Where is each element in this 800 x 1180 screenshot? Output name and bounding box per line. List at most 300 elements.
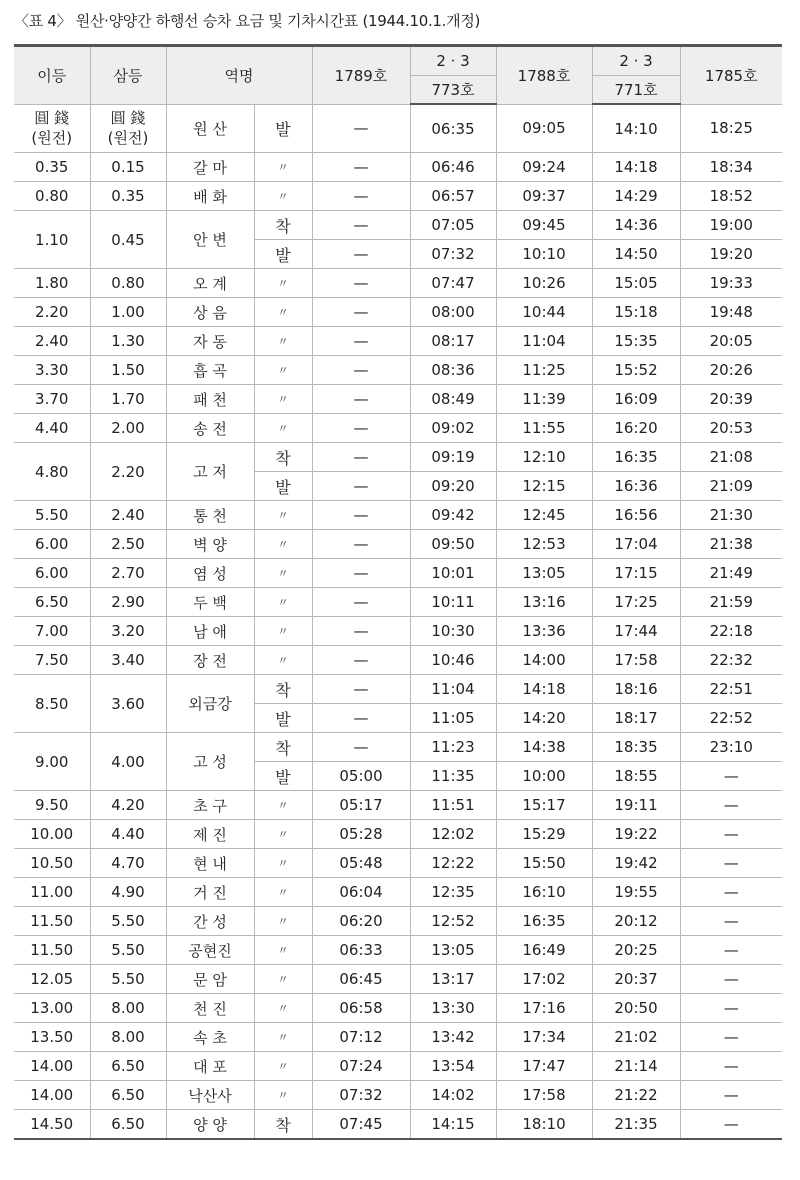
time-771: 17:25 bbox=[592, 588, 680, 617]
time-771: 21:14 bbox=[592, 1052, 680, 1081]
header-train-1788: 1788호 bbox=[496, 46, 592, 105]
time-773: 13:42 bbox=[410, 1023, 496, 1052]
time-773: 09:50 bbox=[410, 530, 496, 559]
table-row bbox=[14, 385, 782, 414]
station-name: 원 산 bbox=[166, 104, 254, 153]
fare-first-class: 14.00 bbox=[14, 1052, 90, 1081]
header-train-773-top: 2 · 3 bbox=[410, 46, 496, 76]
time-773: 06:46 bbox=[410, 153, 496, 182]
time-773: 09:19 bbox=[410, 443, 496, 472]
header-station: 역명 bbox=[166, 46, 312, 105]
arrival-departure-mark: 발 bbox=[254, 472, 312, 501]
station-name: 간 성 bbox=[166, 907, 254, 936]
time-1789: — bbox=[312, 153, 410, 182]
arrival-departure-mark: 〃 bbox=[254, 646, 312, 675]
time-773: 09:20 bbox=[410, 472, 496, 501]
time-1789: — bbox=[312, 646, 410, 675]
time-773: 10:46 bbox=[410, 646, 496, 675]
time-771: 15:52 bbox=[592, 356, 680, 385]
arrival-departure-mark: 〃 bbox=[254, 820, 312, 849]
table-row bbox=[14, 298, 782, 327]
arrival-departure-mark: 착 bbox=[254, 443, 312, 472]
header-train-1789: 1789호 bbox=[312, 46, 410, 105]
table-row bbox=[14, 327, 782, 356]
time-1789: — bbox=[312, 356, 410, 385]
station-name: 흡 곡 bbox=[166, 356, 254, 385]
time-1785: — bbox=[680, 1023, 782, 1052]
time-1788: 15:29 bbox=[496, 820, 592, 849]
time-1788: 17:02 bbox=[496, 965, 592, 994]
timetable-body bbox=[14, 104, 782, 1139]
time-1785: 23:10 bbox=[680, 733, 782, 762]
fare-third-class: 8.00 bbox=[90, 994, 166, 1023]
time-1789: 07:32 bbox=[312, 1081, 410, 1110]
time-1788: 09:05 bbox=[496, 104, 592, 153]
time-1785: 21:38 bbox=[680, 530, 782, 559]
table-row bbox=[14, 646, 782, 675]
time-1789: — bbox=[312, 501, 410, 530]
arrival-departure-mark: 〃 bbox=[254, 182, 312, 211]
fare-third-class: 4.40 bbox=[90, 820, 166, 849]
time-1789: 05:17 bbox=[312, 791, 410, 820]
fare-first-class: 2.20 bbox=[14, 298, 90, 327]
station-name: 자 동 bbox=[166, 327, 254, 356]
time-773: 08:17 bbox=[410, 327, 496, 356]
table-row bbox=[14, 414, 782, 443]
arrival-departure-mark: 착 bbox=[254, 733, 312, 762]
arrival-departure-mark: 발 bbox=[254, 704, 312, 733]
table-row bbox=[14, 965, 782, 994]
time-1788: 11:04 bbox=[496, 327, 592, 356]
header-train-773-bottom: 773호 bbox=[410, 76, 496, 105]
time-771: 14:18 bbox=[592, 153, 680, 182]
arrival-departure-mark: 〃 bbox=[254, 356, 312, 385]
station-name: 현 내 bbox=[166, 849, 254, 878]
time-773: 11:23 bbox=[410, 733, 496, 762]
time-1789: 05:00 bbox=[312, 762, 410, 791]
table-row bbox=[14, 559, 782, 588]
time-773: 08:49 bbox=[410, 385, 496, 414]
time-1785: — bbox=[680, 849, 782, 878]
table-row bbox=[14, 878, 782, 907]
arrival-departure-mark: 〃 bbox=[254, 588, 312, 617]
station-name: 갈 마 bbox=[166, 153, 254, 182]
arrival-departure-mark: 〃 bbox=[254, 617, 312, 646]
fare-third-class: 1.50 bbox=[90, 356, 166, 385]
time-1788: 17:34 bbox=[496, 1023, 592, 1052]
time-1788: 09:45 bbox=[496, 211, 592, 240]
time-1788: 11:25 bbox=[496, 356, 592, 385]
time-1789: 06:33 bbox=[312, 936, 410, 965]
time-1789: — bbox=[312, 327, 410, 356]
time-1789: — bbox=[312, 733, 410, 762]
fare-third-class: 2.90 bbox=[90, 588, 166, 617]
fare-third-class: 2.40 bbox=[90, 501, 166, 530]
time-1785: 19:33 bbox=[680, 269, 782, 298]
time-1788: 17:47 bbox=[496, 1052, 592, 1081]
time-771: 20:37 bbox=[592, 965, 680, 994]
time-1789: — bbox=[312, 559, 410, 588]
time-771: 14:29 bbox=[592, 182, 680, 211]
time-1789: — bbox=[312, 472, 410, 501]
station-name: 배 화 bbox=[166, 182, 254, 211]
time-1785: 21:08 bbox=[680, 443, 782, 472]
fare-third-class: 4.90 bbox=[90, 878, 166, 907]
station-name: 안 변 bbox=[166, 211, 254, 269]
arrival-departure-mark: 〃 bbox=[254, 994, 312, 1023]
fare-third-class: 5.50 bbox=[90, 965, 166, 994]
time-771: 18:35 bbox=[592, 733, 680, 762]
time-1789: 06:58 bbox=[312, 994, 410, 1023]
time-1788: 16:35 bbox=[496, 907, 592, 936]
time-1789: — bbox=[312, 588, 410, 617]
fare-first-class: 14.50 bbox=[14, 1110, 90, 1140]
fare-third-class: 5.50 bbox=[90, 936, 166, 965]
time-1785: — bbox=[680, 878, 782, 907]
time-773: 12:22 bbox=[410, 849, 496, 878]
fare-first-class: 11.50 bbox=[14, 936, 90, 965]
station-name: 양 양 bbox=[166, 1110, 254, 1140]
table-row bbox=[14, 501, 782, 530]
fare-first-class: 1.80 bbox=[14, 269, 90, 298]
fare-first-class: 10.00 bbox=[14, 820, 90, 849]
time-771: 16:09 bbox=[592, 385, 680, 414]
time-773: 08:00 bbox=[410, 298, 496, 327]
fare-first-class: 4.40 bbox=[14, 414, 90, 443]
table-row bbox=[14, 1052, 782, 1081]
station-name: 남 애 bbox=[166, 617, 254, 646]
arrival-departure-mark: 〃 bbox=[254, 153, 312, 182]
fare-third-class: 4.00 bbox=[90, 733, 166, 791]
arrival-departure-mark: 〃 bbox=[254, 501, 312, 530]
station-name: 대 포 bbox=[166, 1052, 254, 1081]
time-773: 11:05 bbox=[410, 704, 496, 733]
time-1788: 09:37 bbox=[496, 182, 592, 211]
time-1785: 18:34 bbox=[680, 153, 782, 182]
time-1789: — bbox=[312, 385, 410, 414]
station-name: 상 음 bbox=[166, 298, 254, 327]
time-1785: — bbox=[680, 1110, 782, 1140]
fare-first-class: 2.40 bbox=[14, 327, 90, 356]
station-name: 거 진 bbox=[166, 878, 254, 907]
header-first-class: 이등 bbox=[14, 46, 90, 105]
fare-third-class: 6.50 bbox=[90, 1081, 166, 1110]
time-773: 12:35 bbox=[410, 878, 496, 907]
time-1789: — bbox=[312, 530, 410, 559]
arrival-departure-mark: 착 bbox=[254, 211, 312, 240]
time-1785: 18:52 bbox=[680, 182, 782, 211]
time-1789: — bbox=[312, 443, 410, 472]
time-771: 20:12 bbox=[592, 907, 680, 936]
time-1785: 18:25 bbox=[680, 104, 782, 153]
time-1789: 05:28 bbox=[312, 820, 410, 849]
time-771: 17:44 bbox=[592, 617, 680, 646]
time-1785: 21:09 bbox=[680, 472, 782, 501]
time-1789: — bbox=[312, 414, 410, 443]
arrival-departure-mark: 〃 bbox=[254, 907, 312, 936]
fare-third-class: 0.15 bbox=[90, 153, 166, 182]
time-771: 21:02 bbox=[592, 1023, 680, 1052]
arrival-departure-mark: 〃 bbox=[254, 559, 312, 588]
table-row bbox=[14, 356, 782, 385]
fare-first-class: 12.05 bbox=[14, 965, 90, 994]
time-1789: — bbox=[312, 617, 410, 646]
arrival-departure-mark: 〃 bbox=[254, 1081, 312, 1110]
time-1785: — bbox=[680, 820, 782, 849]
time-771: 16:35 bbox=[592, 443, 680, 472]
table-caption: 〈표 4〉 원산·양양간 하행선 승차 요금 및 기차시간표 (1944.10.1.개정) bbox=[14, 12, 481, 30]
table-row bbox=[14, 675, 782, 704]
time-771: 19:42 bbox=[592, 849, 680, 878]
fare-third-class: 1.00 bbox=[90, 298, 166, 327]
time-773: 07:32 bbox=[410, 240, 496, 269]
arrival-departure-mark: 〃 bbox=[254, 965, 312, 994]
time-1785: — bbox=[680, 936, 782, 965]
time-1789: 06:45 bbox=[312, 965, 410, 994]
time-771: 19:11 bbox=[592, 791, 680, 820]
time-1785: 22:51 bbox=[680, 675, 782, 704]
station-name: 외금강 bbox=[166, 675, 254, 733]
fare-first-class: 6.00 bbox=[14, 559, 90, 588]
header-train-771-top: 2 · 3 bbox=[592, 46, 680, 76]
arrival-departure-mark: 〃 bbox=[254, 414, 312, 443]
arrival-departure-mark: 〃 bbox=[254, 791, 312, 820]
header-third-class: 삼등 bbox=[90, 46, 166, 105]
fare-first-class: 13.00 bbox=[14, 994, 90, 1023]
time-1785: — bbox=[680, 791, 782, 820]
time-1788: 14:00 bbox=[496, 646, 592, 675]
header-train-1785: 1785호 bbox=[680, 46, 782, 105]
time-771: 20:25 bbox=[592, 936, 680, 965]
time-1789: — bbox=[312, 240, 410, 269]
time-773: 12:02 bbox=[410, 820, 496, 849]
station-name: 염 성 bbox=[166, 559, 254, 588]
time-773: 10:01 bbox=[410, 559, 496, 588]
time-771: 14:10 bbox=[592, 104, 680, 153]
time-1785: — bbox=[680, 1052, 782, 1081]
time-771: 18:55 bbox=[592, 762, 680, 791]
time-1788: 15:50 bbox=[496, 849, 592, 878]
station-name: 벽 양 bbox=[166, 530, 254, 559]
fare-first-class: 9.50 bbox=[14, 791, 90, 820]
fare-third-class: 6.50 bbox=[90, 1052, 166, 1081]
fare-third-class: 4.20 bbox=[90, 791, 166, 820]
time-1785: 21:59 bbox=[680, 588, 782, 617]
time-771: 14:50 bbox=[592, 240, 680, 269]
fare-third-class: 1.30 bbox=[90, 327, 166, 356]
time-773: 11:35 bbox=[410, 762, 496, 791]
time-1785: 22:52 bbox=[680, 704, 782, 733]
time-771: 21:35 bbox=[592, 1110, 680, 1140]
fare-first-class: 1.10 bbox=[14, 211, 90, 269]
station-name: 속 초 bbox=[166, 1023, 254, 1052]
time-773: 13:05 bbox=[410, 936, 496, 965]
time-1788: 13:36 bbox=[496, 617, 592, 646]
time-1789: — bbox=[312, 675, 410, 704]
time-1789: 07:24 bbox=[312, 1052, 410, 1081]
time-1788: 14:20 bbox=[496, 704, 592, 733]
fare-first-class: 0.35 bbox=[14, 153, 90, 182]
table-row bbox=[14, 443, 782, 472]
time-773: 07:05 bbox=[410, 211, 496, 240]
time-1788: 11:39 bbox=[496, 385, 592, 414]
arrival-departure-mark: 발 bbox=[254, 240, 312, 269]
time-771: 16:56 bbox=[592, 501, 680, 530]
fare-first-class: 6.50 bbox=[14, 588, 90, 617]
station-name: 오 계 bbox=[166, 269, 254, 298]
fare-third-class: 1.70 bbox=[90, 385, 166, 414]
station-name: 장 전 bbox=[166, 646, 254, 675]
table-row bbox=[14, 820, 782, 849]
time-1789: — bbox=[312, 182, 410, 211]
time-773: 11:04 bbox=[410, 675, 496, 704]
fare-first-class: 14.00 bbox=[14, 1081, 90, 1110]
fare-first-class: 8.50 bbox=[14, 675, 90, 733]
time-1785: 20:53 bbox=[680, 414, 782, 443]
fare-third-class: 0.45 bbox=[90, 211, 166, 269]
fare-first-class: 11.00 bbox=[14, 878, 90, 907]
time-1788: 18:10 bbox=[496, 1110, 592, 1140]
time-1785: 19:00 bbox=[680, 211, 782, 240]
arrival-departure-mark: 〃 bbox=[254, 849, 312, 878]
time-771: 17:58 bbox=[592, 646, 680, 675]
fare-third-class: 4.70 bbox=[90, 849, 166, 878]
fare-third-class: 3.20 bbox=[90, 617, 166, 646]
timetable-header bbox=[14, 46, 782, 105]
time-1788: 12:45 bbox=[496, 501, 592, 530]
station-name: 공현진 bbox=[166, 936, 254, 965]
fare-third-class: 2.00 bbox=[90, 414, 166, 443]
time-1785: — bbox=[680, 907, 782, 936]
fare-first-class: 3.30 bbox=[14, 356, 90, 385]
fare-third-class: 2.70 bbox=[90, 559, 166, 588]
fare-first-class: 11.50 bbox=[14, 907, 90, 936]
fare-first-class: 0.80 bbox=[14, 182, 90, 211]
table-row bbox=[14, 936, 782, 965]
time-1785: 20:39 bbox=[680, 385, 782, 414]
table-row bbox=[14, 182, 782, 211]
time-771: 16:20 bbox=[592, 414, 680, 443]
time-1788: 14:38 bbox=[496, 733, 592, 762]
fare-first-class: 7.00 bbox=[14, 617, 90, 646]
arrival-departure-mark: 〃 bbox=[254, 1023, 312, 1052]
time-773: 10:30 bbox=[410, 617, 496, 646]
station-name: 문 암 bbox=[166, 965, 254, 994]
time-1789: — bbox=[312, 211, 410, 240]
time-771: 15:05 bbox=[592, 269, 680, 298]
time-1785: 20:05 bbox=[680, 327, 782, 356]
fare-third-class: 0.80 bbox=[90, 269, 166, 298]
time-1789: — bbox=[312, 104, 410, 153]
time-1785: — bbox=[680, 965, 782, 994]
time-1785: 21:49 bbox=[680, 559, 782, 588]
fare-first-class: 13.50 bbox=[14, 1023, 90, 1052]
time-1788: 12:15 bbox=[496, 472, 592, 501]
table-row bbox=[14, 791, 782, 820]
fare-third-class: 8.00 bbox=[90, 1023, 166, 1052]
table-row bbox=[14, 269, 782, 298]
station-name: 제 진 bbox=[166, 820, 254, 849]
time-1789: 07:12 bbox=[312, 1023, 410, 1052]
table-row bbox=[14, 588, 782, 617]
arrival-departure-mark: 착 bbox=[254, 675, 312, 704]
time-1788: 17:16 bbox=[496, 994, 592, 1023]
time-1785: 20:26 bbox=[680, 356, 782, 385]
time-1788: 10:00 bbox=[496, 762, 592, 791]
table-row bbox=[14, 733, 782, 762]
time-773: 12:52 bbox=[410, 907, 496, 936]
time-1788: 17:58 bbox=[496, 1081, 592, 1110]
time-1788: 10:26 bbox=[496, 269, 592, 298]
table-row bbox=[14, 1110, 782, 1140]
time-1785: 22:18 bbox=[680, 617, 782, 646]
time-771: 17:15 bbox=[592, 559, 680, 588]
table-row bbox=[14, 994, 782, 1023]
header-train-771-bottom: 771호 bbox=[592, 76, 680, 105]
fare-third-class: 0.35 bbox=[90, 182, 166, 211]
time-771: 18:16 bbox=[592, 675, 680, 704]
time-773: 11:51 bbox=[410, 791, 496, 820]
arrival-departure-mark: 착 bbox=[254, 1110, 312, 1140]
time-771: 16:36 bbox=[592, 472, 680, 501]
table-row bbox=[14, 153, 782, 182]
time-773: 06:57 bbox=[410, 182, 496, 211]
table-row bbox=[14, 617, 782, 646]
table-row bbox=[14, 849, 782, 878]
time-773: 08:36 bbox=[410, 356, 496, 385]
station-name: 두 백 bbox=[166, 588, 254, 617]
time-773: 13:17 bbox=[410, 965, 496, 994]
time-771: 20:50 bbox=[592, 994, 680, 1023]
time-1785: 19:20 bbox=[680, 240, 782, 269]
time-1785: 21:30 bbox=[680, 501, 782, 530]
station-name: 고 저 bbox=[166, 443, 254, 501]
time-771: 15:18 bbox=[592, 298, 680, 327]
fare-first-class: 10.50 bbox=[14, 849, 90, 878]
time-773: 07:47 bbox=[410, 269, 496, 298]
station-name: 송 전 bbox=[166, 414, 254, 443]
fare-third-class: 2.20 bbox=[90, 443, 166, 501]
table-row bbox=[14, 907, 782, 936]
time-1788: 09:24 bbox=[496, 153, 592, 182]
time-1788: 12:10 bbox=[496, 443, 592, 472]
time-771: 18:17 bbox=[592, 704, 680, 733]
arrival-departure-mark: 〃 bbox=[254, 385, 312, 414]
station-name: 천 진 bbox=[166, 994, 254, 1023]
arrival-departure-mark: 〃 bbox=[254, 269, 312, 298]
time-1789: 07:45 bbox=[312, 1110, 410, 1140]
fare-first-class: 5.50 bbox=[14, 501, 90, 530]
table-row bbox=[14, 211, 782, 240]
time-771: 14:36 bbox=[592, 211, 680, 240]
station-name: 패 천 bbox=[166, 385, 254, 414]
arrival-departure-mark: 발 bbox=[254, 104, 312, 153]
time-1788: 16:10 bbox=[496, 878, 592, 907]
time-1789: — bbox=[312, 298, 410, 327]
fare-third-class: 3.60 bbox=[90, 675, 166, 733]
table-row bbox=[14, 1081, 782, 1110]
time-773: 13:54 bbox=[410, 1052, 496, 1081]
fare-first-class: 7.50 bbox=[14, 646, 90, 675]
time-773: 06:35 bbox=[410, 104, 496, 153]
table-row bbox=[14, 530, 782, 559]
time-1785: — bbox=[680, 762, 782, 791]
timetable bbox=[14, 44, 782, 1140]
table-row bbox=[14, 1023, 782, 1052]
time-773: 13:30 bbox=[410, 994, 496, 1023]
arrival-departure-mark: 〃 bbox=[254, 1052, 312, 1081]
station-name: 낙산사 bbox=[166, 1081, 254, 1110]
